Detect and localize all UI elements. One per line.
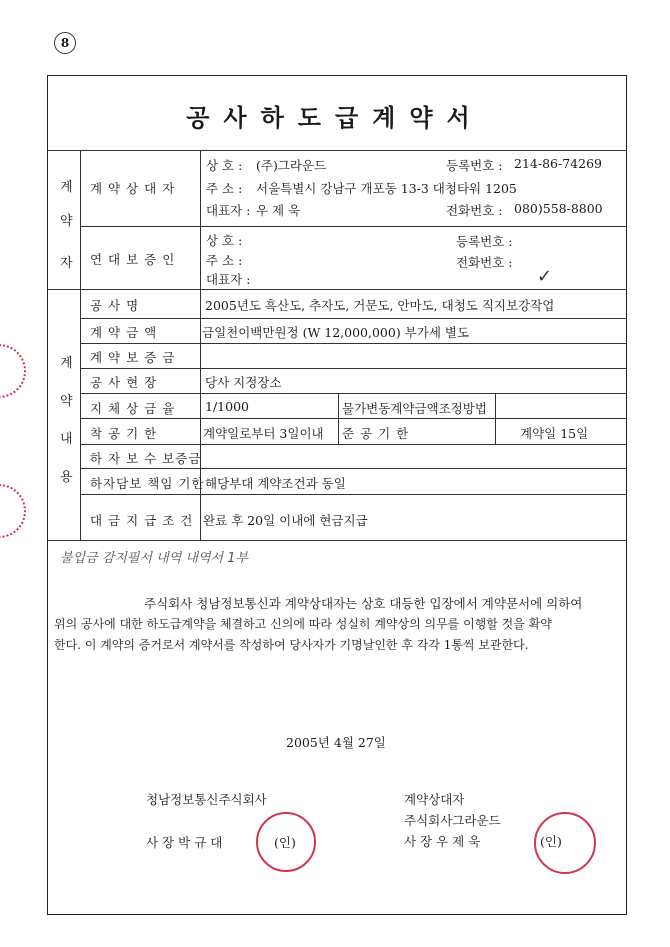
amount-value: 금일천이백만원정 (W 12,000,000) 부가세 별도 [202,325,470,340]
site-value: 당사 지정장소 [205,375,282,390]
section-label-parties-1: 계 [60,180,73,195]
body-line-2: 위의 공사에 대한 하도급계약을 체결하고 신의에 따라 성실히 계약상의 의무를 이행할 것을 확약 [54,617,552,631]
start-label: 착 공 기 한 [90,426,158,441]
row-line [80,418,627,419]
penalty-value: 1/1000 [205,399,249,414]
row-line [80,468,627,469]
handwritten-note: 불입금 감지필서 내역 내역서 1부 [60,551,249,566]
table-bottom-line [47,540,627,541]
section-divider [47,289,627,290]
edge-seal-lower-icon [0,484,26,538]
contractor-label: 계 약 상 대 자 [90,181,176,196]
section-label-parties-3: 자 [60,256,73,271]
section-column-line [80,150,81,540]
row-line [80,494,627,495]
right-party-seal-mark: (인) [540,834,562,849]
finish-label: 준 공 기 한 [342,426,410,441]
parties-divider [80,226,627,227]
contractor-rep: 우 제 욱 [256,203,301,218]
contractor-rep-label: 대표자 : [206,203,251,218]
liability-value: 해당부대 계약조건과 동일 [205,476,346,491]
row-line [80,393,627,394]
site-label: 공 사 현 장 [90,375,158,390]
check-mark-icon: ✓ [537,266,553,287]
document-title: 공사하도급계약서 [186,103,484,132]
warranty-deposit-label: 하 자 보 수 보증금 [90,451,202,466]
work-name-value: 2005년도 흑산도, 추자도, 거문도, 안마도, 대청도 직지보강작업 [205,298,555,313]
liability-label: 하자담보 책임 기한 [90,476,205,491]
guarantor-address-label: 주 소 : [206,253,243,268]
payment-value: 완료 후 20일 이내에 현금지급 [203,513,368,528]
guarantor-label: 연 대 보 증 인 [90,252,176,267]
guarantee-label: 계 약 보 증 금 [90,350,176,365]
row-line [80,444,627,445]
left-party-company: 청남정보통신주식회사 [146,792,267,807]
left-party-seal-mark: (인) [274,835,296,850]
amount-label: 계 약 금 액 [90,325,158,340]
section-label-parties-2: 약 [60,214,73,229]
table-top-line [47,150,627,151]
section-label-content-4: 용 [60,470,73,485]
right-party-title-name: 사 장 우 제 욱 [404,834,481,849]
left-party-title-name: 사 장 박 규 대 [146,835,223,850]
inner-column-line [338,393,339,444]
right-party-seal-icon [534,812,596,874]
finish-value: 계약일 15일 [520,426,589,441]
guarantor-name-label: 상 호 : [206,233,243,248]
section-label-content-1: 계 [60,356,73,371]
body-line-1: 주식회사 청남정보통신과 계약상대자는 상호 대등한 입장에서 계약문서에 의하여 [144,596,583,611]
price-adjust-label: 물가변동계약금액조정방법 [342,401,487,416]
start-value: 계약일로부터 3일이내 [203,426,324,441]
contractor-address-label: 주 소 : [206,181,243,196]
contract-date: 2005년 4월 27일 [286,735,386,750]
guarantor-rep-label: 대표자 : [206,272,251,287]
contractor-address: 서울특별시 강남구 개포동 13-3 대청타워 1205 [256,181,517,196]
page-number: 8 [54,32,76,54]
right-party-role: 계약상대자 [404,792,465,807]
inner-column-line [495,393,496,444]
edge-seal-upper-icon [0,344,26,398]
contractor-tel-label: 전화번호 : [446,203,503,218]
row-line [80,318,627,319]
guarantor-reg-label: 등록번호 : [456,234,513,249]
contractor-name-label: 상 호 : [206,158,243,173]
payment-label: 대 금 지 급 조 건 [90,513,194,528]
row-line [80,368,627,369]
contractor-reg-label: 등록번호 : [446,158,503,173]
left-party-seal-icon [256,812,316,872]
contractor-tel: 080)558-8800 [514,201,603,216]
work-name-label: 공 사 명 [90,298,140,313]
body-line-3: 한다. 이 계약의 증거로서 계약서를 작성하여 당사자가 기명날인한 후 각각 1통씩 보관한다. [54,638,529,652]
row-line [80,343,627,344]
section-label-content-2: 약 [60,394,73,409]
penalty-label: 지 체 상 금 율 [90,401,176,416]
contractor-name: (주)그라운드 [256,158,327,173]
right-party-company: 주식회사그라운드 [404,813,501,828]
guarantor-tel-label: 전화번호 : [456,255,513,270]
contractor-reg-no: 214-86-74269 [514,156,602,171]
section-label-content-3: 내 [60,432,73,447]
